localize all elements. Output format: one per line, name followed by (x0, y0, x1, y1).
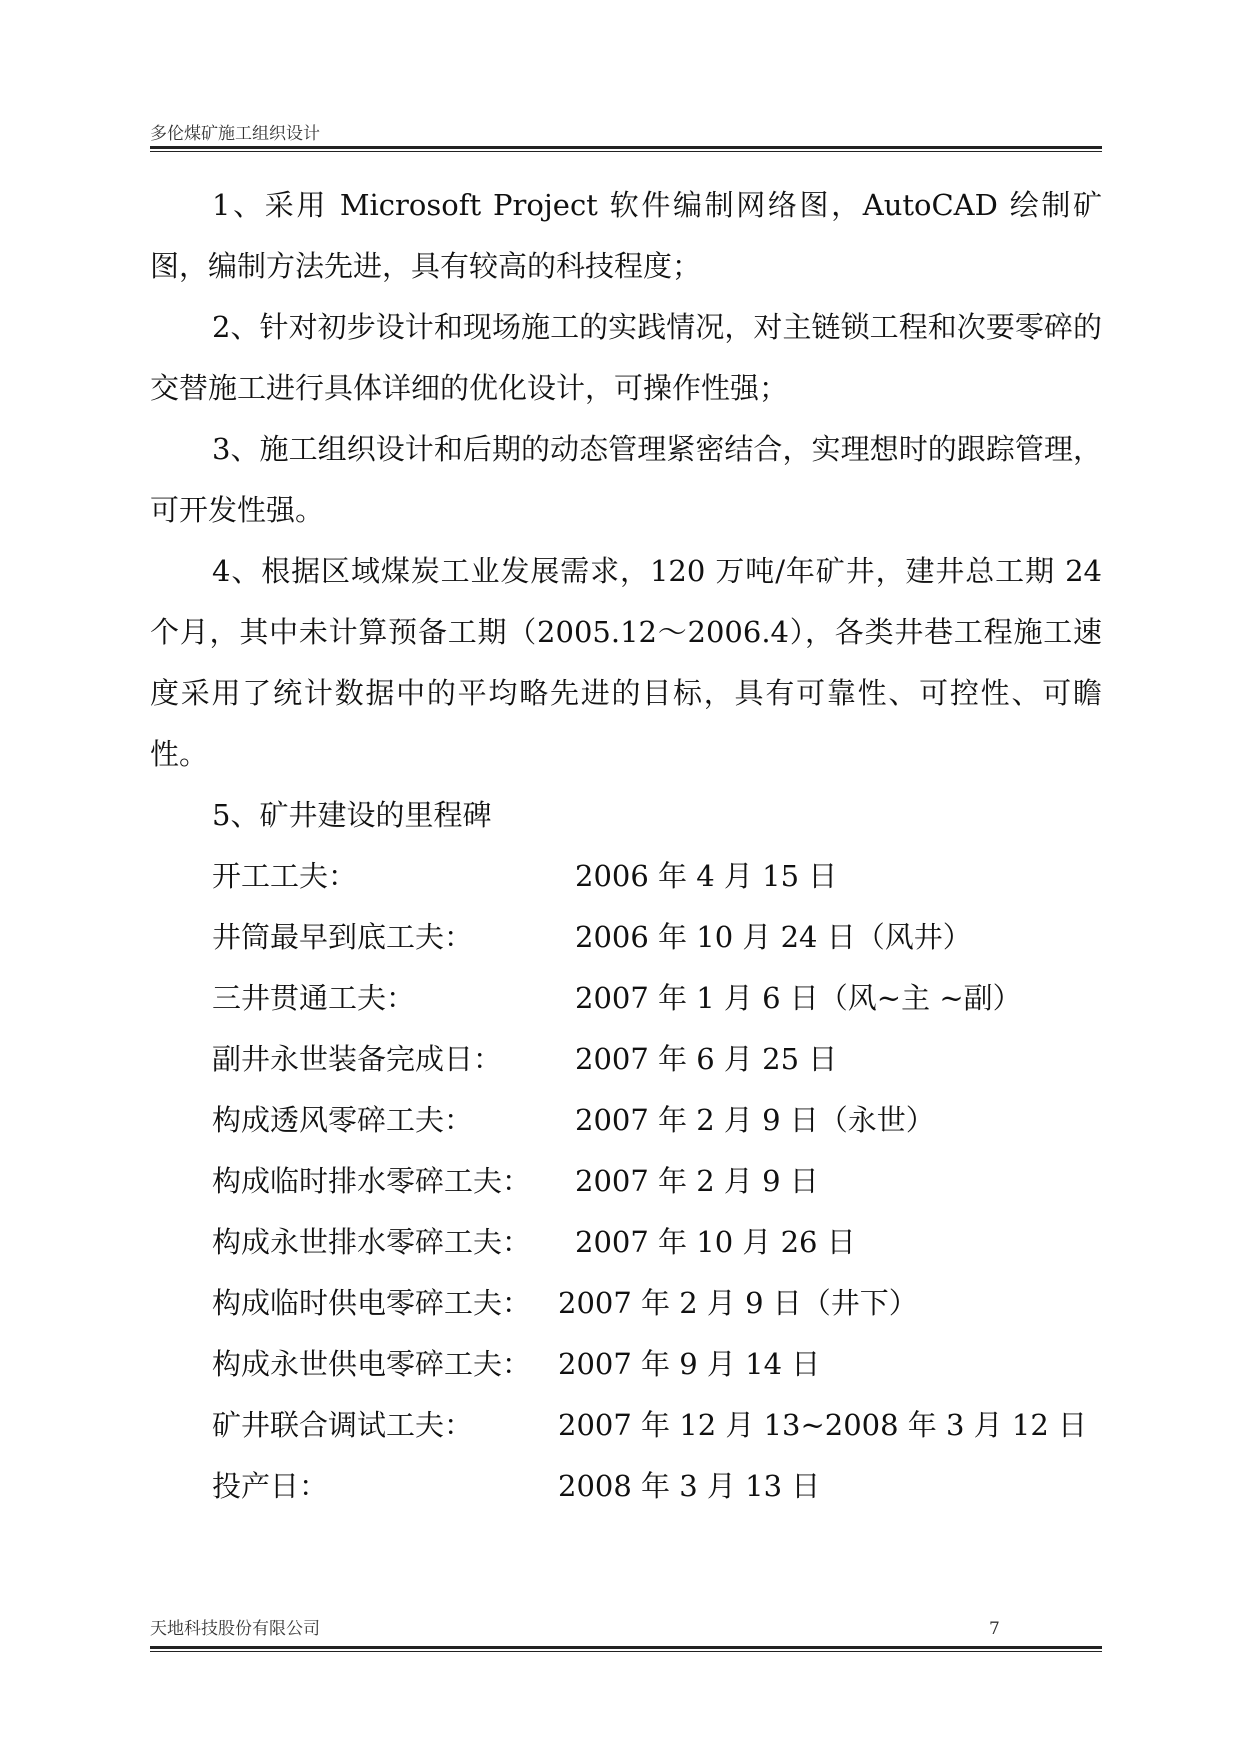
milestone-label: 构成透风零碎工夫： (212, 1103, 474, 1137)
header-rule-thick (150, 146, 1102, 149)
milestone-date: 2006 年 4 月 15 日 (575, 859, 838, 893)
footer-rule-thin (150, 1651, 1102, 1652)
milestone-list (150, 846, 1102, 1517)
milestone-date: 2006 年 10 月 24 日（风井） (575, 920, 972, 954)
milestone-label: 井筒最早到底工夫： (212, 920, 474, 954)
milestone-date: 2007 年 2 月 9 日 (575, 1164, 819, 1198)
milestone-label: 构成永世排水零碎工夫： (212, 1225, 532, 1259)
milestone-date: 2007 年 2 月 9 日（井下） (558, 1286, 918, 1320)
milestone-row (150, 1151, 1102, 1212)
paragraph-1: 1、采用 Microsoft Project 软件编制网络图，AutoCAD 绘制矿图，编制方法先进，具有较高的科技程度； (150, 188, 1102, 283)
page-number: 7 (989, 1619, 1000, 1639)
footer-rule-thick (150, 1646, 1102, 1649)
milestone-row (150, 1334, 1102, 1395)
milestone-label: 矿井联合调试工夫： (212, 1408, 474, 1442)
header-rule-thin (150, 151, 1102, 152)
milestone-date: 2007 年 10 月 26 日 (575, 1225, 856, 1259)
milestone-date: 2007 年 2 月 9 日（永世） (575, 1103, 935, 1137)
milestone-row (150, 1029, 1102, 1090)
milestone-row (150, 1456, 1102, 1517)
milestone-row (150, 968, 1102, 1029)
milestone-label: 投产日： (212, 1469, 329, 1503)
milestone-date: 2007 年 9 月 14 日 (558, 1347, 821, 1381)
document-body (150, 175, 1102, 1517)
milestone-row (150, 846, 1102, 907)
paragraph-2: 2、针对初步设计和现场施工的实践情况，对主链锁工程和次要零碎的交替施工进行具体详细的优化设计，可操作性强； (150, 310, 1102, 405)
milestone-label: 副井永世装备完成日： (212, 1042, 503, 1076)
milestone-label: 构成临时排水零碎工夫： (212, 1164, 532, 1198)
milestone-label: 构成永世供电零碎工夫： (212, 1347, 532, 1381)
paragraph-3: 3、施工组织设计和后期的动态管理紧密结合，实理想时的跟踪管理，可开发性强。 (150, 432, 1102, 527)
milestone-label: 开工工夫： (212, 859, 358, 893)
milestone-date: 2007 年 12 月 13~2008 年 3 月 12 日 (558, 1408, 1088, 1442)
milestone-row (150, 1273, 1102, 1334)
paragraph-5-heading: 5、矿井建设的里程碑 (212, 798, 492, 832)
footer-company: 天地科技股份有限公司 (150, 1619, 320, 1639)
milestone-date: 2008 年 3 月 13 日 (558, 1469, 821, 1503)
milestone-row (150, 1212, 1102, 1273)
milestone-label: 三井贯通工夫： (212, 981, 416, 1015)
page-header-title: 多伦煤矿施工组织设计 (150, 124, 320, 144)
milestone-row (150, 1395, 1102, 1456)
milestone-date: 2007 年 6 月 25 日 (575, 1042, 838, 1076)
milestone-row (150, 1090, 1102, 1151)
milestone-label: 构成临时供电零碎工夫： (212, 1286, 532, 1320)
milestone-date: 2007 年 1 月 6 日（风~主 ~副） (575, 981, 1022, 1015)
paragraph-4: 4、根据区域煤炭工业发展需求，120 万吨/年矿井，建井总工期 24 个月，其中未计算预备工期（2005.12～2006.4），各类井巷工程施工速度采用了统计数据中的平均略先进的目标，具有可靠性、可控性、可瞻性。 (150, 554, 1102, 771)
milestone-row (150, 907, 1102, 968)
